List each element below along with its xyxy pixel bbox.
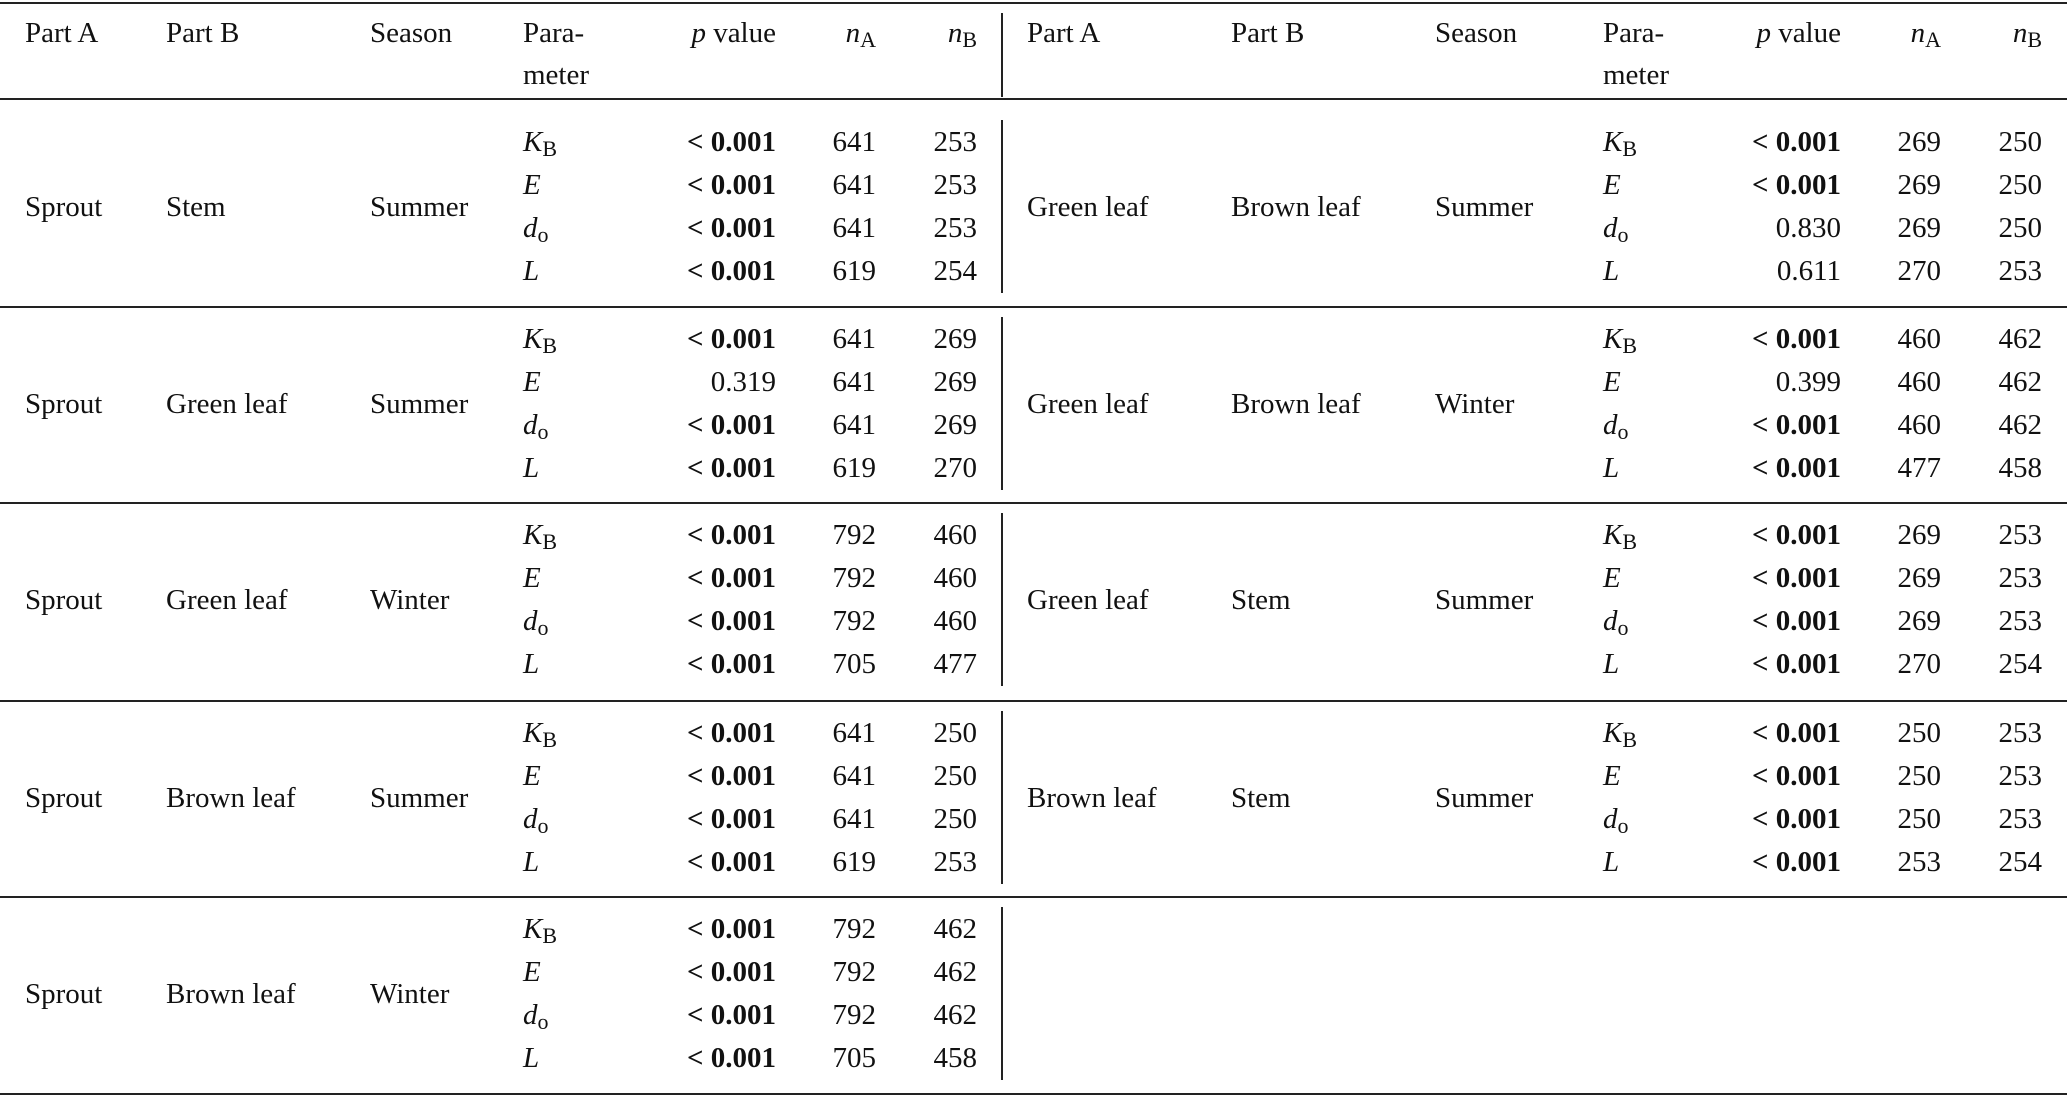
season: Summer bbox=[370, 387, 469, 420]
p-value: < 0.001 bbox=[1751, 169, 1841, 201]
parameter bbox=[523, 167, 541, 203]
n-a-value: 270 bbox=[1897, 648, 1941, 680]
season: Summer bbox=[370, 190, 469, 223]
parameter-symbol: L bbox=[523, 846, 540, 878]
season: Summer bbox=[370, 781, 469, 814]
n-b-value: 477 bbox=[933, 648, 977, 680]
block-rule bbox=[0, 896, 2067, 898]
n-a-value: 269 bbox=[1897, 169, 1941, 201]
n-a-value: 269 bbox=[1897, 605, 1941, 637]
part-a: Sprout bbox=[25, 190, 103, 223]
n-a-value: 705 bbox=[832, 648, 876, 680]
column-divider bbox=[1001, 513, 1003, 686]
n-a-value: 460 bbox=[1897, 323, 1941, 355]
n-a-value: 619 bbox=[832, 255, 876, 287]
parameter-symbol: d bbox=[1603, 803, 1618, 835]
n-a-value: 641 bbox=[832, 366, 876, 398]
n-b-value: 253 bbox=[933, 126, 977, 158]
parameter-symbol: L bbox=[523, 452, 540, 484]
p-value: < 0.001 bbox=[686, 409, 776, 441]
n-b-value: 253 bbox=[1998, 760, 2042, 792]
n-a-value: 641 bbox=[832, 169, 876, 201]
n-a-value: 792 bbox=[832, 999, 876, 1031]
part-a: Green leaf bbox=[1027, 190, 1149, 223]
parameter bbox=[523, 560, 541, 596]
n-b-value: 462 bbox=[933, 956, 977, 988]
p-value: < 0.001 bbox=[686, 323, 776, 355]
n-b-value: 250 bbox=[1998, 169, 2042, 201]
parameter bbox=[523, 646, 539, 682]
season: Summer bbox=[1435, 190, 1534, 223]
p-value: < 0.001 bbox=[1751, 846, 1841, 878]
n-b-value: 250 bbox=[1998, 212, 2042, 244]
part-b: Stem bbox=[1231, 583, 1291, 616]
header-part-a: Part A bbox=[1027, 17, 1101, 49]
parameter-subscript: o bbox=[537, 1009, 549, 1034]
parameter-symbol: K bbox=[523, 717, 543, 749]
n-a-value: 253 bbox=[1897, 846, 1941, 878]
n-a-value: 269 bbox=[1897, 562, 1941, 594]
n-a-value: 705 bbox=[832, 1042, 876, 1074]
n-b-subscript: B bbox=[2027, 27, 2042, 52]
p-value: < 0.001 bbox=[1751, 323, 1841, 355]
n-a-value: 641 bbox=[832, 323, 876, 355]
season: Winter bbox=[1435, 387, 1515, 420]
season: Winter bbox=[370, 977, 450, 1010]
p-value: < 0.001 bbox=[1751, 648, 1841, 680]
parameter bbox=[523, 603, 549, 639]
parameter bbox=[523, 364, 541, 400]
parameter bbox=[523, 844, 539, 880]
n-b-value: 460 bbox=[933, 605, 977, 637]
parameter-symbol: E bbox=[1603, 562, 1621, 594]
parameter bbox=[523, 210, 549, 246]
n-b-value: 253 bbox=[1998, 255, 2042, 287]
parameter-symbol: E bbox=[523, 760, 541, 792]
parameter-symbol: L bbox=[523, 1042, 540, 1074]
n-a-value: 619 bbox=[832, 846, 876, 878]
header-parameter-line1: Para- bbox=[1603, 17, 1665, 49]
n-a-value: 250 bbox=[1897, 803, 1941, 835]
parameter-symbol: K bbox=[1603, 519, 1623, 551]
part-b: Green leaf bbox=[166, 583, 288, 616]
p-value: < 0.001 bbox=[686, 452, 776, 484]
n-b-value: 250 bbox=[933, 717, 977, 749]
p-label: value bbox=[1770, 17, 1841, 49]
part-a: Sprout bbox=[25, 977, 103, 1010]
parameter bbox=[523, 997, 549, 1033]
n-a-value: 460 bbox=[1897, 366, 1941, 398]
n-b-value: 253 bbox=[1998, 717, 2042, 749]
parameter-symbol: L bbox=[1603, 648, 1620, 680]
p-value: < 0.001 bbox=[1751, 760, 1841, 792]
parameter-symbol: E bbox=[523, 562, 541, 594]
header-parameter-line2: meter bbox=[523, 59, 590, 91]
n-b-value: 253 bbox=[1998, 803, 2042, 835]
parameter bbox=[1603, 167, 1621, 203]
n-b-value: 253 bbox=[933, 212, 977, 244]
p-value: < 0.001 bbox=[686, 562, 776, 594]
parameter bbox=[1603, 646, 1619, 682]
parameter bbox=[523, 321, 557, 357]
n-a-value: 792 bbox=[832, 519, 876, 551]
part-a: Brown leaf bbox=[1027, 781, 1157, 814]
n-b-value: 269 bbox=[933, 366, 977, 398]
part-a: Green leaf bbox=[1027, 387, 1149, 420]
top-rule bbox=[0, 2, 2067, 4]
n-a-value: 641 bbox=[832, 126, 876, 158]
n-b-value: 253 bbox=[1998, 519, 2042, 551]
parameter-symbol: d bbox=[523, 605, 538, 637]
parameter-subscript: o bbox=[537, 615, 549, 640]
header-n-b bbox=[757, 15, 977, 51]
p-value: < 0.001 bbox=[1751, 717, 1841, 749]
n-a-value: 641 bbox=[832, 212, 876, 244]
n-b-value: 254 bbox=[1998, 846, 2042, 878]
p-value: < 0.001 bbox=[686, 846, 776, 878]
parameter bbox=[523, 253, 539, 289]
n-a-subscript: A bbox=[860, 27, 876, 52]
block-rule bbox=[0, 502, 2067, 504]
parameter bbox=[523, 407, 549, 443]
season: Winter bbox=[370, 583, 450, 616]
p-value: 0.611 bbox=[1776, 255, 1841, 287]
n-a-subscript: A bbox=[1925, 27, 1941, 52]
p-value: < 0.001 bbox=[1751, 605, 1841, 637]
n-a-value: 270 bbox=[1897, 255, 1941, 287]
n-b-value: 462 bbox=[1998, 323, 2042, 355]
parameter-subscript: B bbox=[542, 333, 558, 358]
n-b-value: 253 bbox=[1998, 562, 2042, 594]
p-value: < 0.001 bbox=[686, 803, 776, 835]
n-a-value: 792 bbox=[832, 913, 876, 945]
column-divider bbox=[1001, 120, 1003, 293]
n-a-value: 792 bbox=[832, 956, 876, 988]
n-b-value: 269 bbox=[933, 323, 977, 355]
part-a: Sprout bbox=[25, 387, 103, 420]
parameter-symbol: d bbox=[1603, 409, 1618, 441]
p-value: < 0.001 bbox=[686, 913, 776, 945]
p-value: 0.830 bbox=[1775, 212, 1841, 244]
parameter bbox=[523, 801, 549, 837]
parameter-subscript: B bbox=[542, 529, 558, 554]
n-a-symbol: n bbox=[845, 17, 861, 49]
parameter-symbol: E bbox=[523, 956, 541, 988]
p-value: < 0.001 bbox=[686, 519, 776, 551]
n-a-value: 269 bbox=[1897, 126, 1941, 158]
p-value: < 0.001 bbox=[1751, 803, 1841, 835]
p-value: < 0.001 bbox=[1751, 409, 1841, 441]
p-value: 0.319 bbox=[710, 366, 776, 398]
part-a: Green leaf bbox=[1027, 583, 1149, 616]
n-b-value: 253 bbox=[933, 846, 977, 878]
parameter-symbol: E bbox=[1603, 169, 1621, 201]
n-a-value: 792 bbox=[832, 562, 876, 594]
p-value: < 0.001 bbox=[1751, 126, 1841, 158]
p-value: < 0.001 bbox=[686, 212, 776, 244]
parameter bbox=[523, 911, 557, 947]
parameter-subscript: B bbox=[1622, 333, 1638, 358]
n-b-value: 253 bbox=[1998, 605, 2042, 637]
p-value: < 0.001 bbox=[1751, 562, 1841, 594]
n-b-value: 462 bbox=[1998, 409, 2042, 441]
p-value: < 0.001 bbox=[686, 956, 776, 988]
n-b-value: 250 bbox=[933, 803, 977, 835]
column-divider bbox=[1001, 13, 1003, 97]
parameter-symbol: K bbox=[1603, 717, 1623, 749]
parameter-symbol: E bbox=[1603, 366, 1621, 398]
header-season: Season bbox=[1435, 17, 1518, 49]
header-parameter-line1: Para- bbox=[523, 17, 585, 49]
n-a-value: 619 bbox=[832, 452, 876, 484]
n-a-value: 641 bbox=[832, 717, 876, 749]
n-b-value: 462 bbox=[1998, 366, 2042, 398]
column-divider bbox=[1001, 907, 1003, 1080]
parameter-symbol: d bbox=[1603, 212, 1618, 244]
column-divider bbox=[1001, 317, 1003, 490]
parameter-symbol: d bbox=[523, 999, 538, 1031]
p-value: < 0.001 bbox=[686, 126, 776, 158]
parameter-symbol: K bbox=[523, 126, 543, 158]
n-b-value: 462 bbox=[933, 913, 977, 945]
n-b-value: 250 bbox=[933, 760, 977, 792]
season: Summer bbox=[1435, 583, 1534, 616]
parameter-symbol: K bbox=[523, 323, 543, 355]
n-b-value: 460 bbox=[933, 562, 977, 594]
header-part-b: Part B bbox=[1231, 17, 1305, 49]
parameter-symbol: L bbox=[1603, 255, 1620, 287]
block-rule bbox=[0, 306, 2067, 308]
parameter-symbol: d bbox=[523, 409, 538, 441]
header-rule bbox=[0, 98, 2067, 100]
parameter bbox=[1603, 844, 1619, 880]
p-label: value bbox=[705, 17, 776, 49]
part-a: Sprout bbox=[25, 583, 103, 616]
n-a-value: 641 bbox=[832, 760, 876, 792]
parameter-symbol: E bbox=[1603, 760, 1621, 792]
p-value: < 0.001 bbox=[686, 760, 776, 792]
header-season: Season bbox=[370, 17, 453, 49]
header-part-a: Part A bbox=[25, 17, 99, 49]
parameter bbox=[1603, 364, 1621, 400]
part-b: Brown leaf bbox=[166, 781, 296, 814]
parameter bbox=[523, 124, 557, 160]
parameter-subscript: B bbox=[542, 136, 558, 161]
parameter-symbol: L bbox=[1603, 452, 1620, 484]
parameter-subscript: o bbox=[1617, 222, 1629, 247]
p-value: < 0.001 bbox=[1751, 452, 1841, 484]
p-symbol: p bbox=[1756, 17, 1771, 49]
parameter-subscript: B bbox=[1622, 529, 1638, 554]
block-rule bbox=[0, 700, 2067, 702]
parameter-subscript: o bbox=[1617, 813, 1629, 838]
n-a-value: 641 bbox=[832, 803, 876, 835]
n-a-value: 641 bbox=[832, 409, 876, 441]
n-b-value: 270 bbox=[933, 452, 977, 484]
n-b-symbol: n bbox=[947, 17, 963, 49]
parameter-subscript: o bbox=[537, 813, 549, 838]
part-b: Brown leaf bbox=[1231, 387, 1361, 420]
header-n-b bbox=[1822, 15, 2042, 51]
parameter bbox=[523, 517, 557, 553]
n-b-value: 250 bbox=[1998, 126, 2042, 158]
parameter-symbol: d bbox=[523, 212, 538, 244]
p-symbol: p bbox=[691, 17, 706, 49]
parameter-symbol: K bbox=[1603, 126, 1623, 158]
p-value: < 0.001 bbox=[686, 255, 776, 287]
header-part-b: Part B bbox=[166, 17, 240, 49]
n-a-value: 269 bbox=[1897, 519, 1941, 551]
n-b-value: 460 bbox=[933, 519, 977, 551]
p-value: < 0.001 bbox=[686, 999, 776, 1031]
parameter bbox=[523, 450, 539, 486]
part-b: Stem bbox=[1231, 781, 1291, 814]
parameter-subscript: B bbox=[542, 727, 558, 752]
parameter bbox=[1603, 450, 1619, 486]
n-b-value: 254 bbox=[1998, 648, 2042, 680]
part-a: Sprout bbox=[25, 781, 103, 814]
parameter bbox=[1603, 758, 1621, 794]
n-b-value: 462 bbox=[933, 999, 977, 1031]
n-b-value: 254 bbox=[933, 255, 977, 287]
parameter bbox=[523, 1040, 539, 1076]
part-b: Green leaf bbox=[166, 387, 288, 420]
part-b: Brown leaf bbox=[166, 977, 296, 1010]
part-b: Brown leaf bbox=[1231, 190, 1361, 223]
parameter-subscript: B bbox=[542, 923, 558, 948]
parameter-subscript: o bbox=[1617, 615, 1629, 640]
parameter-symbol: d bbox=[523, 803, 538, 835]
p-value: < 0.001 bbox=[686, 169, 776, 201]
parameter-symbol: K bbox=[523, 913, 543, 945]
column-divider bbox=[1001, 711, 1003, 884]
parameter-symbol: d bbox=[1603, 605, 1618, 637]
parameter-subscript: o bbox=[537, 419, 549, 444]
n-b-subscript: B bbox=[962, 27, 977, 52]
n-a-value: 269 bbox=[1897, 212, 1941, 244]
parameter-subscript: B bbox=[1622, 727, 1638, 752]
p-value: < 0.001 bbox=[686, 1042, 776, 1074]
parameter-subscript: B bbox=[1622, 136, 1638, 161]
n-a-symbol: n bbox=[1910, 17, 1926, 49]
parameter-subscript: o bbox=[1617, 419, 1629, 444]
n-b-value: 458 bbox=[933, 1042, 977, 1074]
p-value: < 0.001 bbox=[686, 717, 776, 749]
parameter-symbol: L bbox=[523, 255, 540, 287]
n-b-value: 269 bbox=[933, 409, 977, 441]
n-a-value: 250 bbox=[1897, 760, 1941, 792]
n-b-value: 253 bbox=[933, 169, 977, 201]
parameter-symbol: E bbox=[523, 366, 541, 398]
parameter-symbol: L bbox=[1603, 846, 1620, 878]
p-value: < 0.001 bbox=[686, 648, 776, 680]
parameter-subscript: o bbox=[537, 222, 549, 247]
n-b-value: 458 bbox=[1998, 452, 2042, 484]
n-a-value: 792 bbox=[832, 605, 876, 637]
header-parameter-line2: meter bbox=[1603, 59, 1670, 91]
parameter bbox=[1603, 253, 1619, 289]
parameter bbox=[523, 715, 557, 751]
p-value: < 0.001 bbox=[686, 605, 776, 637]
parameter-symbol: L bbox=[523, 648, 540, 680]
parameter bbox=[1603, 560, 1621, 596]
parameter bbox=[523, 758, 541, 794]
part-b: Stem bbox=[166, 190, 226, 223]
n-a-value: 477 bbox=[1897, 452, 1941, 484]
parameter-symbol: K bbox=[1603, 323, 1623, 355]
p-value: < 0.001 bbox=[1751, 519, 1841, 551]
parameter-symbol: K bbox=[523, 519, 543, 551]
p-value: 0.399 bbox=[1775, 366, 1841, 398]
block-rule bbox=[0, 1093, 2067, 1095]
n-a-value: 460 bbox=[1897, 409, 1941, 441]
n-a-value: 250 bbox=[1897, 717, 1941, 749]
n-b-symbol: n bbox=[2012, 17, 2028, 49]
parameter-symbol: E bbox=[523, 169, 541, 201]
season: Summer bbox=[1435, 781, 1534, 814]
parameter bbox=[523, 954, 541, 990]
